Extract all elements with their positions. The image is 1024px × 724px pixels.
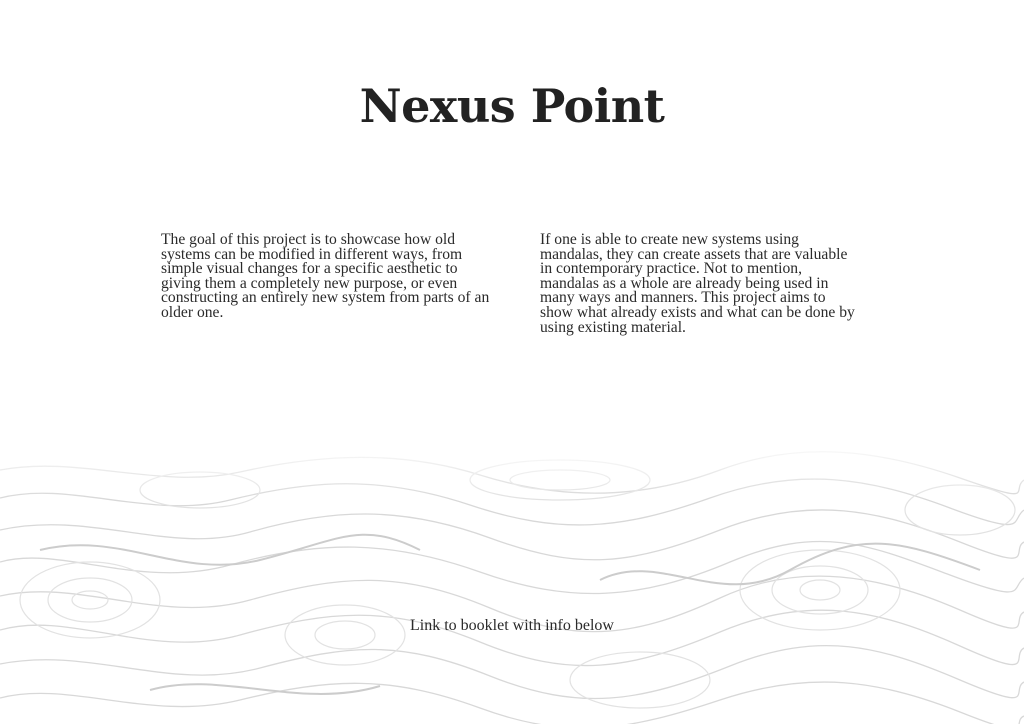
page-title: Nexus Point [359,79,665,133]
pattern-fade [0,440,1024,500]
intro-paragraph-left: The goal of this project is to showcase how old systems can be modified in different ways, from simple visual changes for a specific aesthetic to giving them a completely new purpose, or even constructing an entirely new system from parts of an older one. [161,231,490,321]
intro-paragraph-right: If one is able to create new systems using mandalas, they can create assets that are valuable in contemporary practice. Not to mention, mandalas as a whole are already being used in many ways and manners. This project aims to show what already exists and what can be done by using existing material. [540,231,855,336]
booklet-link[interactable]: Link to booklet with info below [410,617,614,634]
